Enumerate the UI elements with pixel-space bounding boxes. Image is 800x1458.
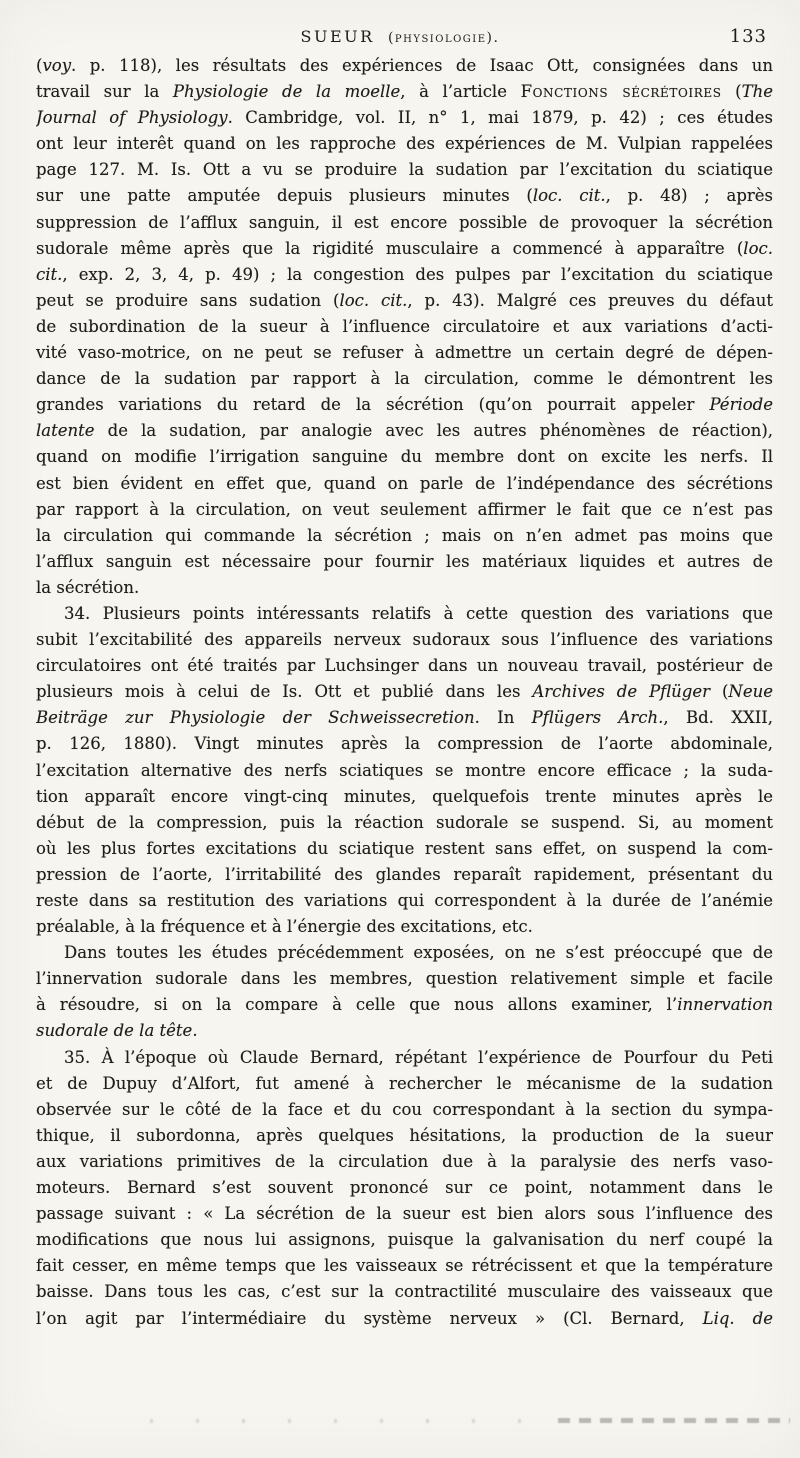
text-line bbox=[36, 53, 773, 79]
text-line bbox=[36, 888, 773, 914]
body-text-segment: ( bbox=[710, 682, 729, 702]
italic-text: Physiologie de la moelle bbox=[172, 82, 401, 102]
body-text-segment: , exp. 2, 3, 4, p. 49) ; la congestion des pulpes par l’excitation du sciatique bbox=[62, 264, 773, 284]
body-text-segment: , p. 48) ; après bbox=[605, 186, 773, 206]
italic-text: Archives de Pflüger bbox=[532, 682, 711, 702]
text-line bbox=[36, 1201, 773, 1227]
text-line bbox=[36, 236, 773, 262]
body-text-segment: . p. 118), les résultats des expériences de Isaac Ott, consignées dans un bbox=[71, 56, 773, 75]
body-text-segment: . In bbox=[474, 708, 532, 728]
text-line bbox=[36, 705, 773, 731]
text-line bbox=[36, 105, 773, 131]
body-text-segment: baisse. Dans tous les cas, c’est sur la contractilité musculaire des vaisseaux que bbox=[36, 1282, 773, 1302]
body-text-segment: observée sur le côté de la face et du cou correspondant à la section du sympa- bbox=[36, 1099, 773, 1119]
body-text-segment: l’on agit par l’intermédiaire du système nerveux » (Cl. Bernard, bbox=[36, 1308, 703, 1328]
body-text-segment: ont leur interêt quand on les rapproche des expériences de M. Vulpian rappelées bbox=[36, 134, 773, 154]
text-line bbox=[36, 79, 773, 105]
body-text-segment: de la sudation, par analogie avec les autres phénomènes de réaction), bbox=[94, 421, 773, 441]
text-line bbox=[36, 758, 773, 784]
body-text-segment: moteurs. Bernard s’est souvent prononcé sur ce point, notamment dans le bbox=[36, 1178, 773, 1198]
body-text-segment: pression de l’aorte, l’irritabilité des glandes reparaît rapidement, présentant du bbox=[36, 864, 773, 884]
text-line bbox=[36, 914, 773, 940]
text-line bbox=[36, 471, 773, 497]
running-head bbox=[0, 27, 800, 46]
italic-text: cit. bbox=[36, 264, 63, 284]
text-line bbox=[36, 679, 773, 705]
text-line bbox=[36, 183, 773, 209]
body-text-segment: grandes variations du retard de la sécrétion (qu’on pourrait appeler bbox=[36, 395, 710, 415]
body-text-segment: aux variations primitives de la circulation due à la paralysie des nerfs vaso- bbox=[36, 1151, 773, 1171]
italic-text: Liq. de bbox=[702, 1308, 773, 1328]
text-line bbox=[36, 653, 773, 679]
body-text-segment: de subordination de la sueur à l’influence circulatoire et aux variations d’acti- bbox=[36, 316, 773, 336]
text-line bbox=[36, 836, 773, 862]
body-text-segment: l’excitation alternative des nerfs sciatiques se montre encore efficace ; la suda- bbox=[36, 760, 773, 780]
text-line bbox=[36, 288, 773, 314]
text-line bbox=[36, 1123, 773, 1149]
text-line bbox=[36, 575, 773, 601]
text-line bbox=[36, 366, 773, 392]
body-text-segment: . Cambridge, vol. II, n° 1, mai 1879, p. 42) ; ces études bbox=[227, 108, 773, 128]
body-text-segment: et de Dupuy d’Alfort, fut amené à rechercher le mécanisme de la sudation bbox=[36, 1073, 773, 1093]
text-line bbox=[36, 157, 773, 183]
body-text-segment: 34. Plusieurs points intéressants relatifs à cette question des variations que bbox=[64, 603, 773, 623]
body-text-segment: l’innervation sudorale dans les membres, question relativement simple et facile bbox=[36, 969, 773, 989]
body-text-segment: circulatoires ont été traités par Luchsinger dans un nouveau travail, postérieur de bbox=[36, 656, 773, 676]
text-line bbox=[36, 1018, 773, 1044]
text-line bbox=[36, 1306, 773, 1332]
italic-text: The bbox=[741, 82, 773, 102]
italic-text: voy bbox=[42, 56, 72, 75]
text-line bbox=[36, 392, 773, 418]
body-text-segment: la circulation qui commande la sécrétion ; mais on n’en admet pas moins que bbox=[36, 525, 773, 545]
text-line bbox=[36, 1279, 773, 1305]
italic-text: latente bbox=[36, 421, 95, 441]
italic-text: sudorale de la tête. bbox=[36, 1021, 198, 1041]
italic-text: innervation bbox=[677, 995, 773, 1015]
body-text-segment: , Bd. XXII, bbox=[663, 708, 773, 728]
page-number: 133 bbox=[729, 26, 767, 47]
text-line bbox=[36, 784, 773, 810]
bleed-through-dashes bbox=[558, 1418, 790, 1423]
body-text-segment: vité vaso-motrice, on ne peut se refuser à admettre un certain degré de dépen- bbox=[36, 343, 773, 363]
smallcaps-text: Fonctions sécrétoires bbox=[520, 82, 722, 102]
text-line bbox=[36, 1071, 773, 1097]
running-head-title: SUEUR bbox=[300, 27, 375, 46]
body-text-segment: est bien évident en effet que, quand on parle de l’indépendance des sécrétions bbox=[36, 473, 773, 493]
text-line bbox=[36, 497, 773, 523]
italic-text: loc. cit. bbox=[339, 290, 408, 310]
text-line bbox=[36, 1045, 773, 1071]
text-line bbox=[36, 210, 773, 236]
body-text-segment: fait cesser, en même temps que les vaisseaux se rétrécissent et que la température bbox=[36, 1256, 773, 1276]
body-text-segment: préalable, à la fréquence et à l’énergie des excitations, etc. bbox=[36, 917, 533, 937]
body-text-segment: plusieurs mois à celui de Is. Ott et publié dans les bbox=[36, 682, 533, 702]
body-text-segment: dance de la sudation par rapport à la circulation, comme le démontrent les bbox=[36, 369, 773, 389]
text-line bbox=[36, 1149, 773, 1175]
text-line bbox=[36, 940, 773, 966]
body-text-segment: la sécrétion. bbox=[36, 577, 140, 597]
body-text-segment: ( bbox=[721, 82, 742, 102]
body-text-segment: , p. 43). Malgré ces preuves du défaut bbox=[407, 290, 773, 310]
body-text-segment: où les plus fortes excitations du sciatique restent sans effet, on suspend la com- bbox=[36, 838, 773, 858]
text-line bbox=[36, 523, 773, 549]
italic-text: Neue bbox=[728, 682, 773, 702]
text-line bbox=[36, 444, 773, 470]
text-line bbox=[36, 601, 773, 627]
body-text-segment: reste dans sa restitution des variations qui correspondent à la durée de l’anémie bbox=[36, 891, 773, 910]
running-head-subtitle: (physiologie). bbox=[387, 30, 500, 46]
body-text-segment: à résoudre, si on la compare à celle que nous allons examiner, l’ bbox=[36, 995, 678, 1015]
text-line bbox=[36, 1253, 773, 1279]
body-text-segment: page 127. M. Is. Ott a vu se produire la sudation par l’excitation du sciatique bbox=[36, 160, 773, 180]
text-line bbox=[36, 418, 773, 444]
body-text-segment: l’afflux sanguin est nécessaire pour fournir les matériaux liquides et autres de bbox=[36, 551, 773, 571]
italic-text: Beiträge zur Physiologie der Schweissecretion bbox=[36, 708, 475, 728]
body-text-segment: ( bbox=[36, 56, 43, 75]
text-line bbox=[36, 992, 773, 1018]
body-text-segment: subit l’excitabilité des appareils nerveux sudoraux sous l’influence des variations bbox=[36, 630, 773, 650]
text-line bbox=[36, 131, 773, 157]
body-text-segment: sur une patte amputée depuis plusieurs minutes ( bbox=[36, 186, 533, 206]
italic-text: Pflügers Arch. bbox=[531, 708, 664, 728]
italic-text: loc. cit. bbox=[532, 186, 606, 206]
text-line bbox=[36, 314, 773, 340]
body-text-segment: 35. À l’époque où Claude Bernard, répétant l’expérience de Pourfour du Peti bbox=[64, 1047, 773, 1067]
body-text-segment: modifications que nous lui assignons, puisque la galvanisation du nerf coupé la bbox=[36, 1230, 773, 1250]
body-text-segment: , à l’article bbox=[400, 82, 521, 102]
text-line bbox=[36, 810, 773, 836]
body-text-segment: sudorale même après que la rigidité musculaire a commencé à apparaître ( bbox=[36, 238, 744, 258]
text-line bbox=[36, 1227, 773, 1253]
body-text bbox=[36, 53, 773, 1332]
text-line bbox=[36, 1175, 773, 1201]
text-line bbox=[36, 340, 773, 366]
body-text-segment: peut se produire sans sudation ( bbox=[36, 290, 340, 310]
text-line bbox=[36, 966, 773, 992]
body-text-segment: p. 126, 1880). Vingt minutes après la compression de l’aorte abdominale, bbox=[36, 734, 773, 754]
text-line bbox=[36, 262, 773, 288]
text-line bbox=[36, 627, 773, 653]
body-text-segment: travail sur la bbox=[36, 82, 173, 102]
body-text-segment: suppression de l’afflux sanguin, il est encore possible de provoquer la sécrétion bbox=[36, 212, 773, 232]
body-text-segment: par rapport à la circulation, on veut seulement affirmer le fait que ce n’est pas bbox=[36, 499, 773, 519]
body-text-segment: thique, il subordonna, après quelques hésitations, la production de la sueur bbox=[36, 1125, 773, 1145]
bleed-through-specks bbox=[150, 1419, 550, 1423]
body-text-segment: quand on modifie l’irrigation sanguine du membre dont on excite les nerfs. Il bbox=[36, 447, 773, 467]
text-line bbox=[36, 1097, 773, 1123]
body-text-segment: tion apparaît encore vingt-cinq minutes, quelquefois trente minutes après le bbox=[36, 786, 773, 806]
italic-text: Journal of Physiology bbox=[36, 108, 228, 128]
text-line bbox=[36, 862, 773, 888]
text-line bbox=[36, 549, 773, 575]
italic-text: loc. bbox=[743, 238, 773, 258]
body-text-segment: Dans toutes les études précédemment exposées, on ne s’est préoccupé que de bbox=[64, 943, 773, 963]
body-text-segment: début de la compression, puis la réaction sudorale se suspend. Si, au moment bbox=[36, 812, 773, 832]
body-text-segment: passage suivant : « La sécrétion de la sueur est bien alors sous l’influence des bbox=[36, 1204, 773, 1224]
text-line bbox=[36, 731, 773, 757]
italic-text: Période bbox=[709, 395, 773, 415]
